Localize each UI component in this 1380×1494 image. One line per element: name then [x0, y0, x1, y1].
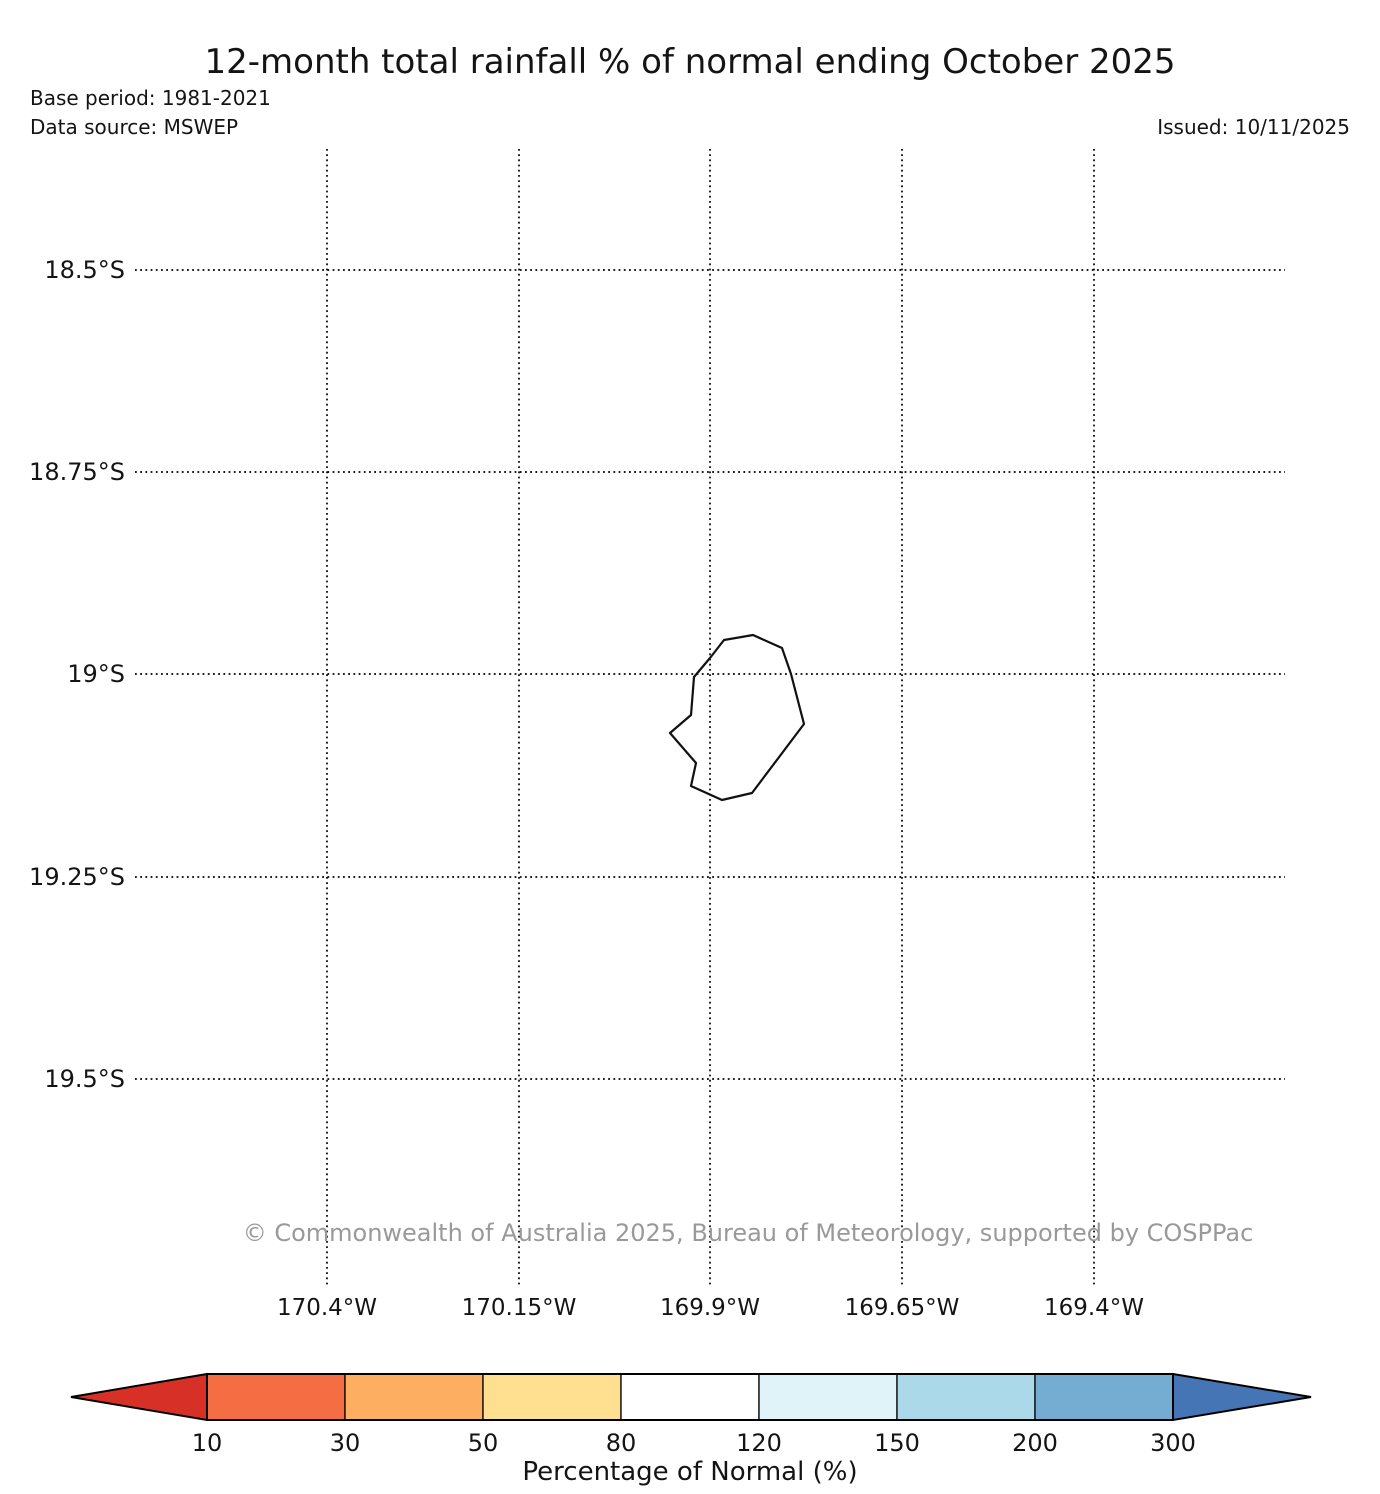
- colorbar-tick-label: 50: [467, 1429, 499, 1457]
- colorbar-tick-label: 30: [329, 1429, 361, 1457]
- lat-tick-label: 19.5°S: [44, 1065, 125, 1093]
- colorbar-segment-150-200: [897, 1374, 1035, 1420]
- colorbar-segment-200-300: [1035, 1374, 1173, 1420]
- lon-tick-label: 170.15°W: [461, 1295, 577, 1321]
- map-gridlines: [135, 149, 1285, 1285]
- colorbar-tick-label: 120: [736, 1429, 782, 1457]
- lat-tick-label: 18.5°S: [44, 256, 125, 284]
- colorbar-segment-80-120: [621, 1374, 759, 1420]
- colorbar-segment-120-150: [759, 1374, 897, 1420]
- lon-tick-label: 169.9°W: [659, 1295, 761, 1321]
- colorbar-segment-30-50: [345, 1374, 483, 1420]
- colorbar-tick-label: 80: [605, 1429, 637, 1457]
- lat-tick-label: 19.25°S: [29, 863, 125, 891]
- colorbar-segment-10-30: [207, 1374, 345, 1420]
- lat-tick-label: 19°S: [67, 660, 125, 688]
- island-coastline-outline: [670, 635, 804, 800]
- colorbar: [71, 1374, 1311, 1420]
- copyright-text: © Commonwealth of Australia 2025, Bureau of Meteorology, supported by COSPPac: [242, 1219, 1254, 1247]
- colorbar-segment-50-80: [483, 1374, 621, 1420]
- issued-date-text: Issued: 10/11/2025: [1157, 115, 1350, 139]
- data-source-text: Data source: MSWEP: [30, 115, 239, 139]
- colorbar-tick-label: 150: [874, 1429, 920, 1457]
- base-period-text: Base period: 1981-2021: [30, 86, 271, 110]
- colorbar-tick-label: 200: [1012, 1429, 1058, 1457]
- lon-tick-label: 170.4°W: [276, 1295, 378, 1321]
- lon-tick-label: 169.65°W: [844, 1295, 960, 1321]
- colorbar-arrow-over: [1173, 1374, 1311, 1420]
- page-title: 12-month total rainfall % of normal ending October 2025: [204, 42, 1176, 82]
- colorbar-arrow-under: [71, 1374, 207, 1420]
- lon-tick-label: 169.4°W: [1043, 1295, 1145, 1321]
- colorbar-axis-label: Percentage of Normal (%): [522, 1457, 858, 1487]
- lat-tick-label: 18.75°S: [29, 458, 125, 486]
- colorbar-tick-label: 300: [1150, 1429, 1196, 1457]
- colorbar-tick-label: 10: [191, 1429, 223, 1457]
